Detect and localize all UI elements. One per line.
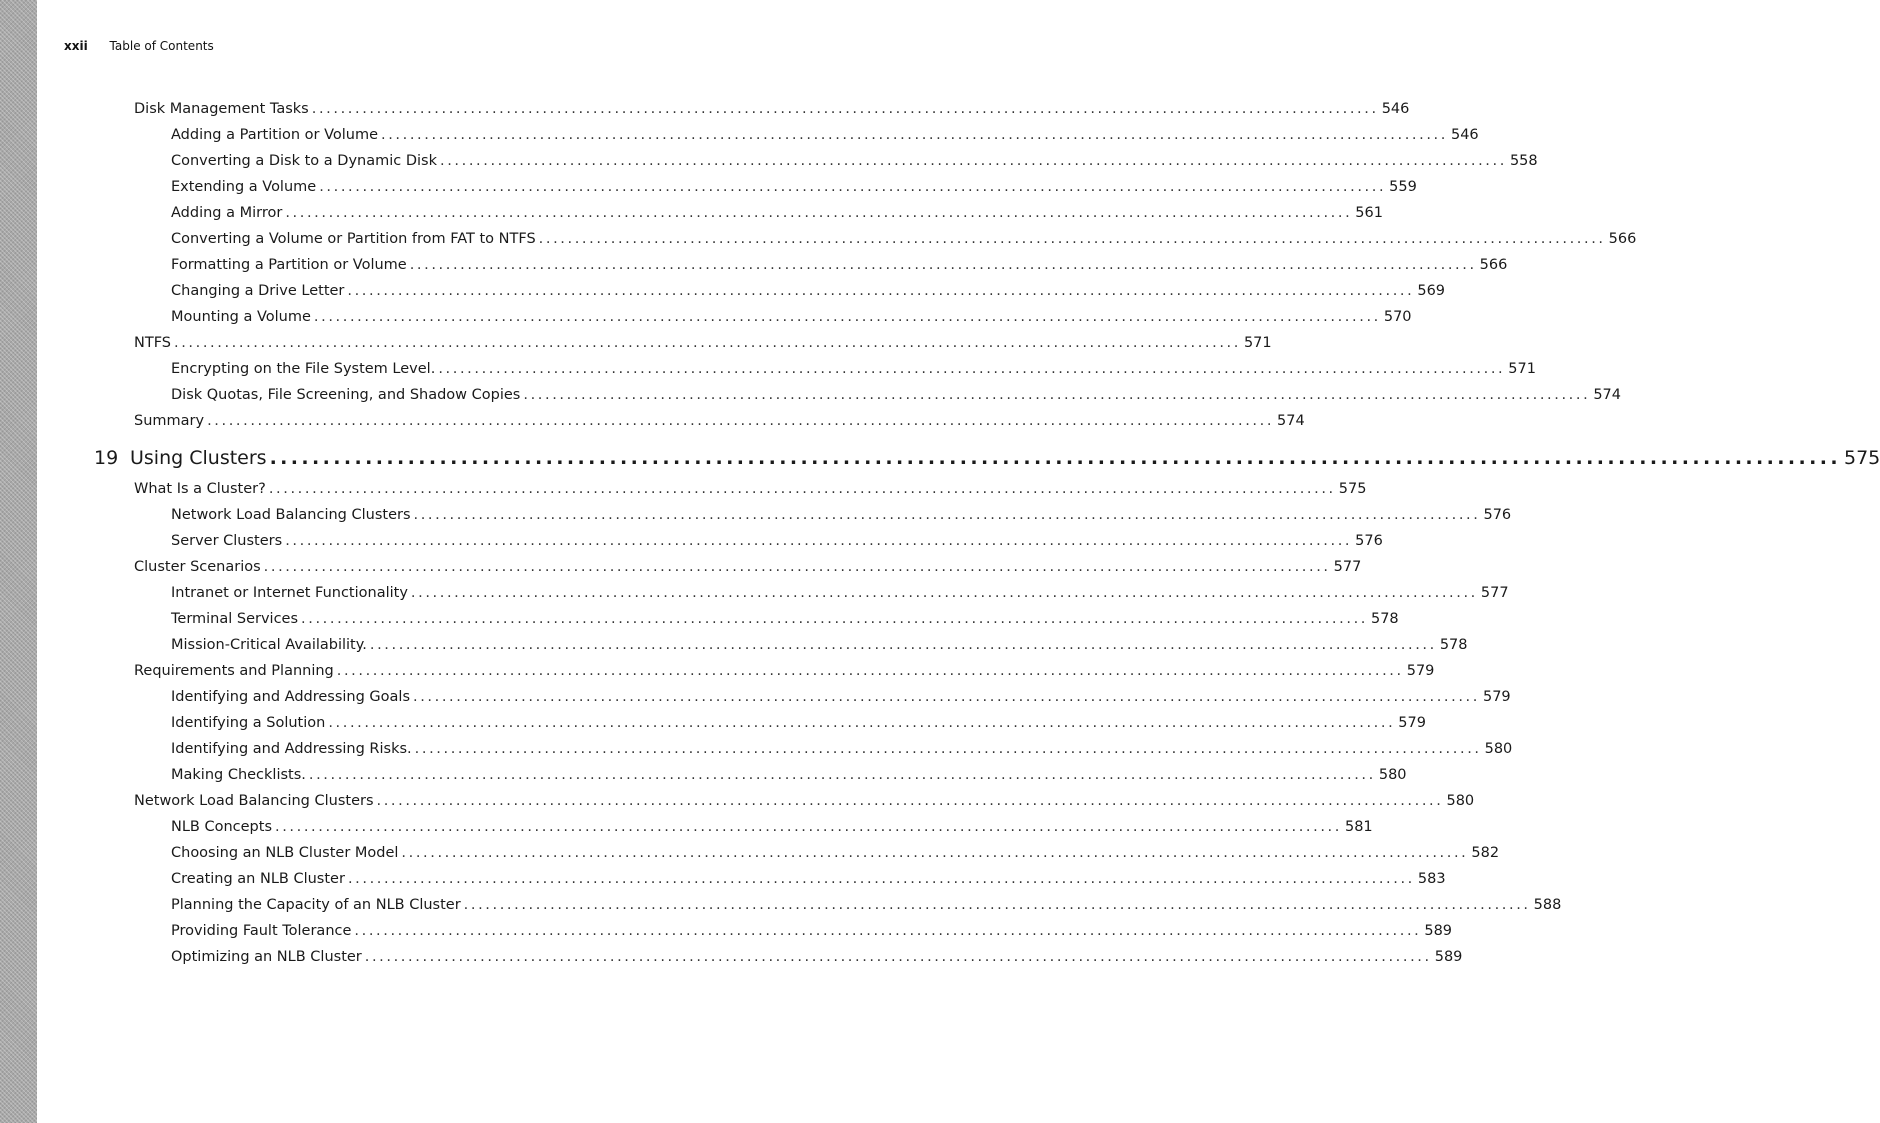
entry-title: Formatting a Partition or Volume bbox=[171, 257, 407, 273]
dot-leader: .................................................................................................................................................... bbox=[413, 689, 1480, 705]
entry-title: NTFS bbox=[134, 335, 171, 351]
dot-leader: .................................................................................................................................................... bbox=[301, 611, 1368, 627]
dot-leader: .................................................................................................................................................... bbox=[463, 897, 1531, 913]
running-header bbox=[64, 38, 214, 54]
entry-page-number: 566 bbox=[1608, 231, 1637, 247]
toc-subsection-entry bbox=[171, 281, 1446, 301]
dot-leader: .................................................................................................................................................... bbox=[174, 335, 1241, 351]
dot-leader: .................................................................................................................................................... bbox=[369, 637, 1437, 653]
entry-page-number: 576 bbox=[1483, 507, 1512, 523]
entry-title: Summary bbox=[134, 413, 205, 429]
entry-title: Identifying a Solution bbox=[171, 715, 326, 731]
entry-title: Planning the Capacity of an NLB Cluster bbox=[171, 897, 461, 913]
toc-section-entry bbox=[134, 99, 1410, 119]
dot-leader: .................................................................................................................................................... bbox=[336, 663, 1404, 679]
toc-subsection-entry bbox=[171, 635, 1468, 655]
entry-page-number: 577 bbox=[1480, 585, 1509, 601]
entry-title: Terminal Services bbox=[171, 611, 299, 627]
entry-page-number: 570 bbox=[1383, 309, 1412, 325]
entry-page-number: 566 bbox=[1479, 257, 1508, 273]
entry-page-number: 579 bbox=[1482, 689, 1511, 705]
entry-page-number: 558 bbox=[1509, 153, 1538, 169]
entry-title: Network Load Balancing Clusters bbox=[171, 507, 411, 523]
entry-page-number: 578 bbox=[1370, 611, 1399, 627]
entry-title: Choosing an NLB Cluster Model bbox=[171, 845, 399, 861]
toc-subsection-entry bbox=[171, 895, 1562, 915]
toc-subsection-entry bbox=[171, 385, 1621, 405]
entry-page-number: 583 bbox=[1417, 871, 1446, 887]
entry-page-number: 589 bbox=[1424, 923, 1453, 939]
entry-title: Identifying and Addressing Risks. bbox=[171, 741, 412, 757]
entry-title: Encrypting on the File System Level. bbox=[171, 361, 436, 377]
dot-leader: .................................................................................................................................................... bbox=[275, 819, 1342, 835]
toc-section-entry bbox=[134, 661, 1435, 681]
toc-subsection-entry bbox=[171, 255, 1508, 275]
dot-leader: .................................................................................................................................................... bbox=[319, 179, 1387, 195]
entry-title: Cluster Scenarios bbox=[134, 559, 261, 575]
entry-page-number: 575 bbox=[1338, 481, 1367, 497]
toc-section-entry bbox=[134, 557, 1362, 577]
entry-page-number: 580 bbox=[1446, 793, 1475, 809]
toc-subsection-entry bbox=[171, 817, 1373, 837]
dot-leader: .................................................................................................................................................... bbox=[354, 923, 1422, 939]
entry-title: What Is a Cluster? bbox=[134, 481, 266, 497]
toc-subsection-entry bbox=[171, 229, 1637, 249]
dot-leader: .................................................................................................................................................... bbox=[285, 533, 1353, 549]
entry-title: Changing a Drive Letter bbox=[171, 283, 345, 299]
toc-chapter-entry bbox=[0, 445, 1880, 471]
toc-subsection-entry bbox=[171, 531, 1383, 551]
dot-leader: .................................................................................................................................................... bbox=[313, 309, 1381, 325]
dot-leader: .................................................................................................................................................... bbox=[409, 257, 1477, 273]
toc-subsection-entry bbox=[171, 765, 1407, 785]
entry-title: Adding a Mirror bbox=[171, 205, 283, 221]
dot-leader: .................................................................................................................................................... bbox=[523, 387, 1591, 403]
entry-title: Server Clusters bbox=[171, 533, 283, 549]
entry-title: Requirements and Planning bbox=[134, 663, 334, 679]
dot-leader: .................................................................................................................................................... bbox=[401, 845, 1469, 861]
entry-title: Network Load Balancing Clusters bbox=[134, 793, 374, 809]
toc-section-entry bbox=[134, 411, 1305, 431]
entry-page-number: 546 bbox=[1381, 101, 1410, 117]
toc-subsection-entry bbox=[171, 713, 1426, 733]
entry-title: Intranet or Internet Functionality bbox=[171, 585, 408, 601]
entry-title: Converting a Volume or Partition from FAT to NTFS bbox=[171, 231, 536, 247]
toc-subsection-entry bbox=[171, 739, 1513, 759]
entry-page-number: 579 bbox=[1398, 715, 1426, 731]
entry-title: Disk Management Tasks bbox=[134, 101, 309, 117]
dot-leader: .................................................................................................................................................... bbox=[438, 361, 1506, 377]
toc-subsection-entry bbox=[171, 947, 1463, 967]
entry-title: Converting a Disk to a Dynamic Disk bbox=[171, 153, 437, 169]
toc-subsection-entry bbox=[171, 203, 1383, 223]
entry-page-number: 577 bbox=[1333, 559, 1362, 575]
toc-section-entry bbox=[134, 479, 1367, 499]
page-number: xxii bbox=[64, 39, 88, 53]
entry-page-number: 561 bbox=[1355, 205, 1383, 221]
toc-subsection-entry bbox=[171, 177, 1417, 197]
entry-title: Identifying and Addressing Goals bbox=[171, 689, 411, 705]
dot-leader: .................................................................................................................................................... bbox=[364, 949, 1432, 965]
toc-subsection-entry bbox=[171, 687, 1511, 707]
dot-leader: .................................................................................................................................................... bbox=[263, 559, 1331, 575]
entry-page-number: 579 bbox=[1406, 663, 1435, 679]
toc-subsection-entry bbox=[171, 359, 1536, 379]
toc-section-entry bbox=[134, 791, 1475, 811]
toc-subsection-entry bbox=[171, 921, 1453, 941]
dot-leader: .................................................................................................................................................... bbox=[538, 231, 1606, 247]
dot-leader: .................................................................................................................................................... bbox=[376, 793, 1444, 809]
entry-page-number: 576 bbox=[1355, 533, 1383, 549]
dot-leader: .................................................................................................................................................... bbox=[347, 283, 1415, 299]
entry-page-number: 546 bbox=[1450, 127, 1479, 143]
chapter-number: 19 bbox=[94, 447, 119, 469]
dot-leader: .................................................................................................................................................... bbox=[308, 767, 1376, 783]
entry-title: Extending a Volume bbox=[171, 179, 317, 195]
entry-title: Adding a Partition or Volume bbox=[171, 127, 379, 143]
dot-leader: .................................................................................................................................................... bbox=[268, 481, 1336, 497]
toc-subsection-entry bbox=[171, 307, 1412, 327]
toc-subsection-entry bbox=[171, 151, 1538, 171]
entry-title: Optimizing an NLB Cluster bbox=[171, 949, 362, 965]
dot-leader: .................................................................................................................................................... bbox=[381, 127, 1448, 143]
entry-title: Disk Quotas, File Screening, and Shadow Copies bbox=[171, 387, 521, 403]
running-title: Table of Contents bbox=[109, 39, 214, 53]
toc-subsection-entry bbox=[171, 583, 1509, 603]
toc-subsection-entry bbox=[171, 869, 1446, 889]
entry-title: Creating an NLB Cluster bbox=[171, 871, 345, 887]
entry-page-number: 580 bbox=[1484, 741, 1513, 757]
toc-subsection-entry bbox=[171, 609, 1399, 629]
entry-page-number: 569 bbox=[1417, 283, 1446, 299]
dot-leader: .................................................................................................................................................... bbox=[410, 585, 1478, 601]
entry-page-number: 571 bbox=[1508, 361, 1536, 377]
entry-page-number: 559 bbox=[1389, 179, 1417, 195]
toc-section-entry bbox=[134, 333, 1272, 353]
entry-page-number: 589 bbox=[1434, 949, 1463, 965]
dot-leader: .................................................................................................................................................... bbox=[347, 871, 1415, 887]
entry-page-number: 578 bbox=[1439, 637, 1468, 653]
toc-subsection-entry bbox=[171, 505, 1512, 525]
entry-page-number: 580 bbox=[1378, 767, 1407, 783]
dot-leader: .................................................................................................................................................... bbox=[413, 507, 1481, 523]
dot-leader: .................................................................................................................................................... bbox=[439, 153, 1507, 169]
entry-title: Mounting a Volume bbox=[171, 309, 311, 325]
entry-title: Making Checklists. bbox=[171, 767, 306, 783]
toc-subsection-entry bbox=[171, 843, 1500, 863]
chapter-title: Using Clusters bbox=[130, 447, 267, 469]
entry-page-number: 571 bbox=[1243, 335, 1272, 351]
entry-title: Providing Fault Tolerance bbox=[171, 923, 352, 939]
dot-leader: .................................................................................................................................................... bbox=[207, 413, 1275, 429]
dot-leader: .................................................................................................................................................... bbox=[285, 205, 1353, 221]
dot-leader: .................................................................................................................................................... bbox=[414, 741, 1482, 757]
entry-title: Mission-Critical Availability. bbox=[171, 637, 367, 653]
entry-page-number: 582 bbox=[1471, 845, 1500, 861]
binding-edge bbox=[0, 0, 37, 1123]
dot-leader: .................................................................................................................................................... bbox=[269, 447, 1841, 469]
entry-page-number: 574 bbox=[1593, 387, 1621, 403]
entry-page-number: 574 bbox=[1277, 413, 1305, 429]
chapter-page-number: 575 bbox=[1844, 447, 1880, 469]
toc-subsection-entry bbox=[171, 125, 1479, 145]
entry-page-number: 588 bbox=[1533, 897, 1562, 913]
dot-leader: .................................................................................................................................................... bbox=[311, 101, 1379, 117]
entry-page-number: 581 bbox=[1344, 819, 1373, 835]
dot-leader: .................................................................................................................................................... bbox=[328, 715, 1396, 731]
entry-title: NLB Concepts bbox=[171, 819, 273, 835]
